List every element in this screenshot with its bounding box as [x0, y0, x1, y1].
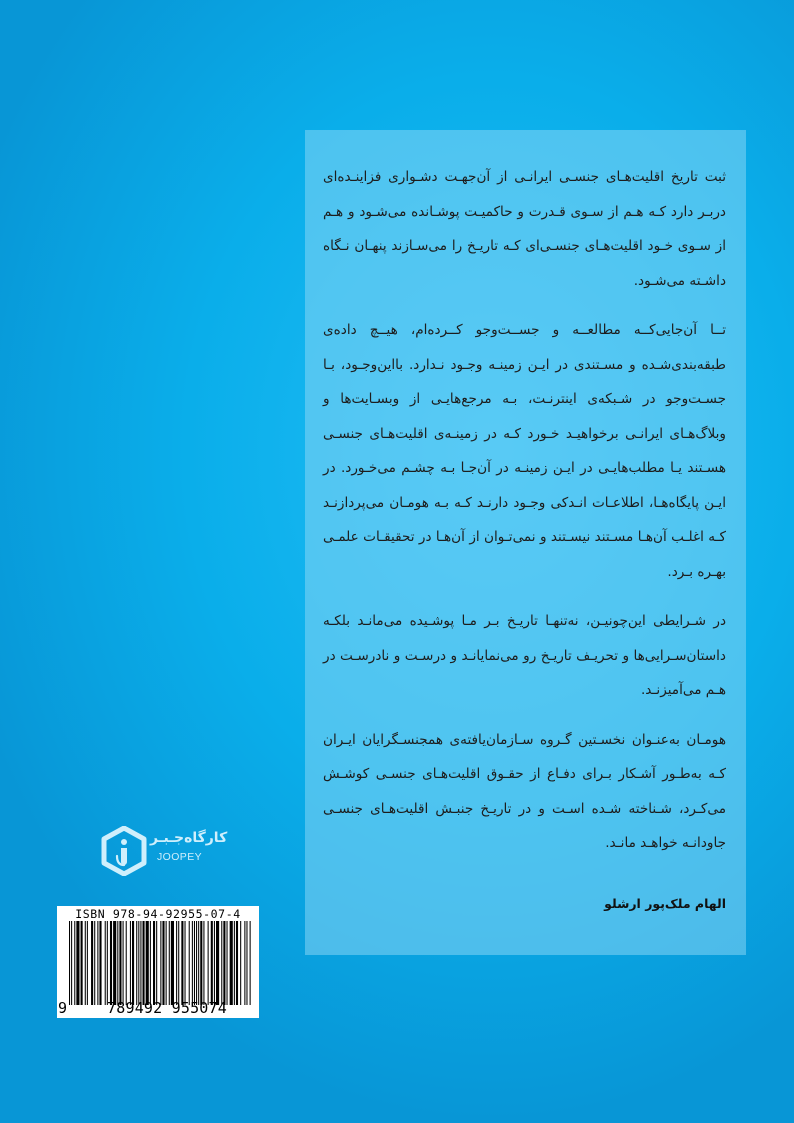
- barcode-bar: [156, 921, 157, 1005]
- barcode-bar: [189, 921, 190, 1005]
- barcode-bar: [223, 921, 225, 1005]
- blurb-paragraph-2: تــا آن‌جایی‌کــه مطالعــه و جســت‌وجو کــرده‌ام، هیــچ داده‌ی طبقه‌بندی‌شـده و مسـتندی در ایـن زمینـه وجـود نـدارد. بااین‌وجـود، بـا جسـت‌وجو در شـبکه‌ی اینترنـت، بـه مرجع‌هایـی از وبسـایت‌ها و وبلاگ‌هـای ایرانـی برخواهیـد خـورد کـه در زمینـه‌ی اقلیت‌هـای جنسـی هسـتند یـا مطلب‌هایـی در ایـن زمینـه در آن‌جـا بـه چشـم می‌خـورد. در ایـن پایگاه‌هـا، اطلاعـات انـدکی وجـود دارنـد کـه بـه هومـان می‌پردازنـد کـه اغلـب آن‌هـا مسـتند نیسـتند و نمی‌تـوان از آن‌هـا در تحقیقـات علمـی بهـره بـرد.: [323, 322, 726, 580]
- barcode-bar: [117, 921, 118, 1005]
- blurb-paragraph-4: هومـان به‌عنـوان نخسـتین گـروه سـازمان‌یافته‌ی همجنسـگرایان ایـران کـه به‌طـور آشـکار بـرای دفـاع از حقـوق اقلیت‌هـای جنسـی کوشـش می‌کـرد، شـناخته شـده اسـت و در تاریـخ جنبـش اقلیت‌هـای جنسـی جاودانـه خواهـد مانـد.: [323, 731, 726, 851]
- barcode-bar: [246, 921, 247, 1005]
- barcode-bar: [200, 921, 202, 1005]
- ean-digits: 789492 955074: [107, 999, 227, 1017]
- barcode-bar: [74, 921, 75, 1005]
- publisher-logo: [100, 826, 228, 876]
- barcode-bar: [91, 921, 93, 1005]
- barcode-bar: [71, 921, 72, 1005]
- blurb-paragraph-1: ثبت تاریخ اقلیت‌هـای جنسـی ایرانـی از آن‌جهـت دشـواری فزاینـده‌ای دربـر دارد کـه هـم از سـوی قـدرت و حاکمیـت پوشـانده می‌شـود و هـم از سـوی خـود اقلیت‌هـای جنسـی‌ای کـه تاریـخ را می‌سـازند پنهـان نـگاه داشـته می‌شـود.: [323, 169, 726, 289]
- barcode-bar: [94, 921, 95, 1005]
- barcode-bar: [162, 921, 164, 1005]
- barcode-bar: [110, 921, 112, 1005]
- barcode-bar: [160, 921, 161, 1005]
- barcode-bar: [198, 921, 199, 1005]
- barcode-bar: [132, 921, 134, 1005]
- back-cover-blurb-panel: [305, 130, 746, 955]
- hexagon-logo-icon: [100, 826, 148, 876]
- barcode-bar: [76, 921, 79, 1005]
- barcode-bar: [143, 921, 145, 1005]
- barcode-bar: [181, 921, 183, 1005]
- barcode-bar: [240, 921, 241, 1005]
- barcode-bar: [211, 921, 213, 1005]
- barcode-bar: [230, 921, 233, 1005]
- barcode-bar: [244, 921, 245, 1005]
- barcode-bar: [171, 921, 174, 1005]
- barcode-bar: [140, 921, 141, 1005]
- barcode-bar: [153, 921, 155, 1005]
- barcode-bar: [178, 921, 179, 1005]
- barcode-bar: [85, 921, 86, 1005]
- barcode-bar: [236, 921, 238, 1005]
- barcode-bar: [214, 921, 215, 1005]
- blurb-paragraph-3: در شـرایطی این‌چونیـن، نه‌تنهـا تاریـخ بـر مـا پوشـیده می‌مانـد بلکـه داستان‌سـرایی‌ها و تحریـف تاریـخ رو می‌نمایانـد و درسـت و نادرسـت در هـم می‌آمیزنـد.: [323, 613, 726, 698]
- barcode-bar: [208, 921, 209, 1005]
- barcode-bars: [69, 921, 251, 1005]
- barcode-bar: [87, 921, 88, 1005]
- barcode-bar: [150, 921, 151, 1005]
- barcode-bar: [130, 921, 131, 1005]
- barcode-bar: [138, 921, 139, 1005]
- barcode-bar: [169, 921, 170, 1005]
- barcode-bar: [146, 921, 149, 1005]
- ean-first-digit: 9: [58, 999, 68, 1017]
- barcode-bar: [123, 921, 124, 1005]
- barcode-bar: [216, 921, 219, 1005]
- barcode-bar: [97, 921, 98, 1005]
- isbn-label: ISBN 978-94-92955-07-4: [75, 907, 241, 921]
- barcode-bar: [192, 921, 193, 1005]
- barcode-bar: [69, 921, 70, 1005]
- barcode-bar: [113, 921, 116, 1005]
- barcode-bar: [119, 921, 121, 1005]
- barcode-bar: [203, 921, 204, 1005]
- barcode-bar: [126, 921, 127, 1005]
- barcode-bar: [136, 921, 137, 1005]
- barcode-bar: [105, 921, 106, 1005]
- barcode-bar: [221, 921, 222, 1005]
- barcode-bar: [176, 921, 177, 1005]
- barcode-bar: [227, 921, 228, 1005]
- author-name: الهام ملک‌پور ارشلو: [604, 896, 726, 911]
- barcode-bar: [99, 921, 101, 1005]
- publisher-name-en: JOOPEY: [157, 851, 202, 863]
- isbn-barcode: [57, 906, 259, 1018]
- barcode-bar: [194, 921, 195, 1005]
- barcode-bar: [250, 921, 251, 1005]
- barcode-bar: [196, 921, 197, 1005]
- barcode-bar: [107, 921, 108, 1005]
- barcode-bar: [185, 921, 186, 1005]
- barcode-bar: [166, 921, 167, 1005]
- barcode-bar: [81, 921, 83, 1005]
- barcode-bar: [234, 921, 235, 1005]
- publisher-name-fa: کارگاه‌جـبـر: [150, 830, 228, 846]
